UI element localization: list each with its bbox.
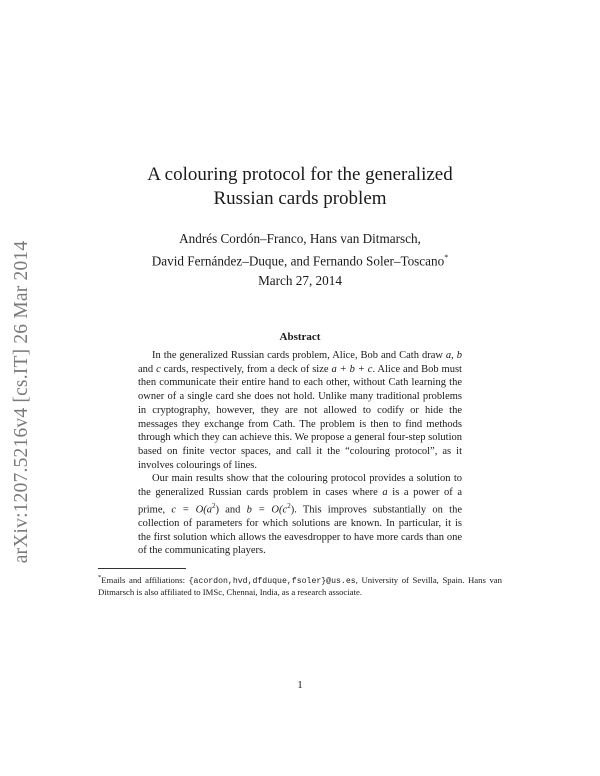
abstract-text: , <box>451 350 457 361</box>
arxiv-stamp-text: arXiv:1207.5216v4 [cs.IT] 26 Mar 2014 <box>11 240 32 564</box>
math-expr: c = O(a <box>171 504 212 516</box>
math-var: a <box>445 350 452 361</box>
math-superscript: 2 <box>211 501 216 510</box>
footnote-rule <box>98 568 186 569</box>
paper-title <box>100 163 500 211</box>
abstract-text: is a power of a prime, <box>138 487 462 516</box>
abstract-body <box>138 349 462 558</box>
abstract-text: ). This improves substantially on the collection of parameters for which solutions are known. In particular, it is the first solution which allows the eavesdropper to have more cards than one of the communicating players. <box>138 504 463 557</box>
math-expr: a + b + c <box>331 363 373 375</box>
abstract-text: and <box>138 363 157 375</box>
math-var: c <box>156 363 161 375</box>
abstract-heading: Abstract <box>279 331 321 343</box>
footnote-text: , University of Sevilla, Spain. Hans van Ditmarsch is also affiliated to IMSc, Chennai, India, as a research associate. <box>98 574 502 598</box>
abstract-text: cards, respectively, from a deck of size <box>160 363 332 375</box>
authors <box>60 229 540 270</box>
math-var: a <box>382 487 388 499</box>
footnote-emails[interactable]: {acordon,hvd,dfduque,fsoler}@us.es <box>188 576 356 586</box>
math-expr: b = O(c <box>246 504 288 516</box>
page-number: 1 <box>297 679 303 691</box>
footnote-text: Emails and affiliations: <box>101 574 189 585</box>
title-line-1: A colouring protocol for the generalized <box>147 164 453 185</box>
abstract-text: In the generalized Russian cards problem, Alice, Bob and Cath draw <box>152 350 446 361</box>
authors-line-2 <box>60 248 540 270</box>
abstract-text: . Alice and Bob must then communicate their entire hand to each other, without Cath learning the owner of a single card she does not hold. Unlike many traditional problems in cryptography, however, they are not allowed to codify or hide the messages they exchange from Cath. The problem is then to find methods through which they can achieve this. We propose a general four-step solution based on finite vector spaces, and call it the “colouring protocol”, as it involves colourings of lines. <box>138 363 462 471</box>
authors-line-1: Andrés Cordón–Franco, Hans van Ditmarsch, <box>179 231 421 246</box>
arxiv-stamp <box>2 224 42 580</box>
paper-date: March 27, 2014 <box>258 273 342 288</box>
abstract-text: ) and <box>215 504 247 516</box>
footnote <box>98 572 502 599</box>
abstract-paragraph-1 <box>138 349 462 472</box>
footnote-mark: * <box>98 574 102 581</box>
math-superscript: 2 <box>287 501 291 510</box>
authors-line-2-text: David Fernández–Duque, and Fernando Soler–Toscano <box>151 253 445 269</box>
abstract-text: Our main results show that the colouring protocol provides a solution to the generalized Russian cards problem in cases where <box>138 473 462 499</box>
abstract-paragraph-2 <box>138 472 462 558</box>
math-var: b <box>456 350 462 361</box>
title-line-2: Russian cards problem <box>213 188 387 209</box>
author-footnote-mark: * <box>444 253 449 262</box>
